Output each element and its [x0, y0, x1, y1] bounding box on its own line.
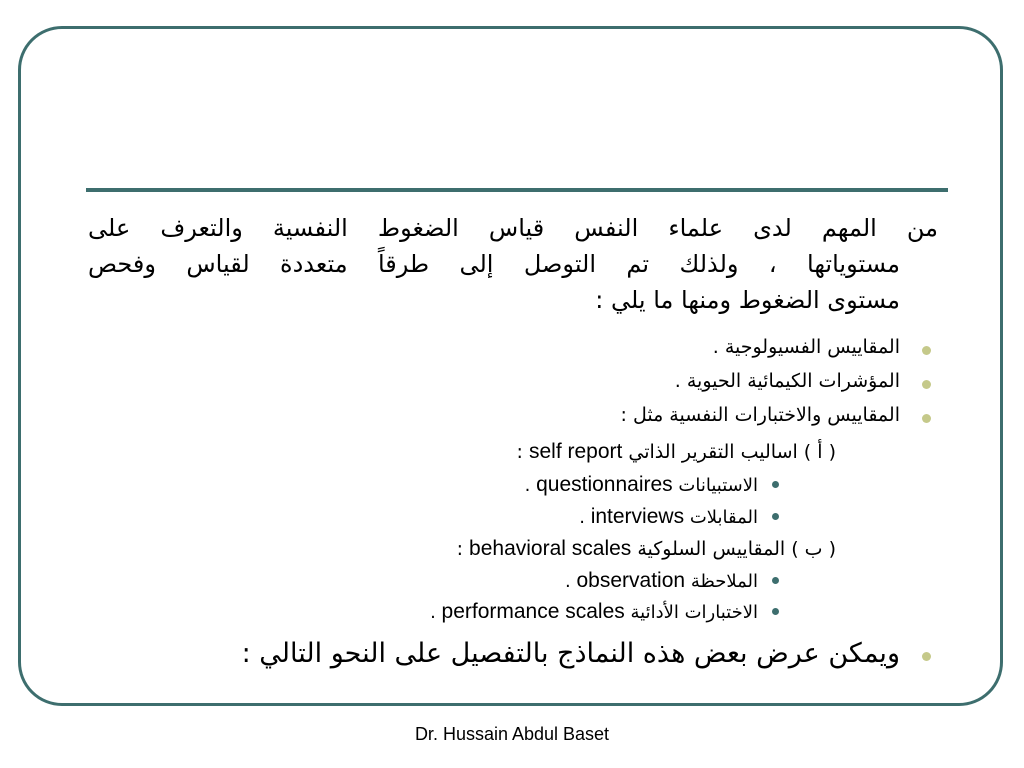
subheading-tail: :	[516, 441, 523, 463]
intro-line-2: مستوياتها ، ولذلك تم التوصل إلى طرقاً متعددة لقياس وفحص	[88, 250, 900, 278]
item-ar: الاختبارات الأدائية	[630, 602, 758, 623]
bullet-marker	[772, 577, 779, 584]
item-ar: الاستبيانات	[678, 475, 758, 496]
item-ar: المقابلات	[689, 507, 758, 528]
bullet-marker	[922, 380, 931, 389]
item-tail: .	[579, 507, 585, 528]
bullet-biochemical: المؤشرات الكيمائية الحيوية .	[674, 370, 900, 392]
bullet-marker	[772, 481, 779, 488]
bullet-marker	[922, 414, 931, 423]
item-en: observation	[576, 569, 686, 592]
subheading-self-report	[517, 440, 836, 464]
bullet-marker	[772, 608, 779, 615]
footer-author: Dr. Hussain Abdul Baset	[414, 724, 610, 744]
item-tail: .	[565, 571, 571, 592]
closing-text: ويمكن عرض بعض هذه النماذج بالتفصيل على النحو التالي :	[241, 638, 900, 669]
subheading-english: behavioral scales	[469, 537, 632, 560]
subheading-behavioral	[457, 537, 836, 561]
item-tail: .	[430, 602, 436, 623]
item-en: performance scales	[441, 600, 625, 623]
item-en: questionnaires	[536, 473, 673, 496]
subheading-label: ( أ ) اساليب التقرير الذاتي	[628, 441, 836, 463]
bullet-marker	[922, 346, 931, 355]
item-questionnaires	[525, 473, 758, 497]
item-observation	[565, 569, 758, 593]
item-en: interviews	[590, 505, 685, 528]
bullet-marker	[922, 652, 931, 661]
item-ar: الملاحظة	[690, 571, 758, 592]
intro-line-3: مستوى الضغوط ومنها ما يلي :	[595, 286, 900, 314]
item-tail: .	[524, 475, 531, 496]
item-interviews	[579, 505, 758, 529]
intro-line-1: من المهم لدى علماء النفس قياس الضغوط النفسية والتعرف على	[88, 214, 938, 242]
bullet-psychological: المقاييس والاختبارات النفسية مثل :	[620, 404, 900, 426]
bullet-physiological: المقاييس الفسيولوجية .	[712, 336, 900, 358]
subheading-label: ( ب ) المقاييس السلوكية	[637, 538, 836, 560]
item-performance	[430, 600, 758, 624]
subheading-english: self report	[528, 440, 623, 463]
subheading-tail: :	[456, 538, 463, 560]
bullet-marker	[772, 513, 779, 520]
